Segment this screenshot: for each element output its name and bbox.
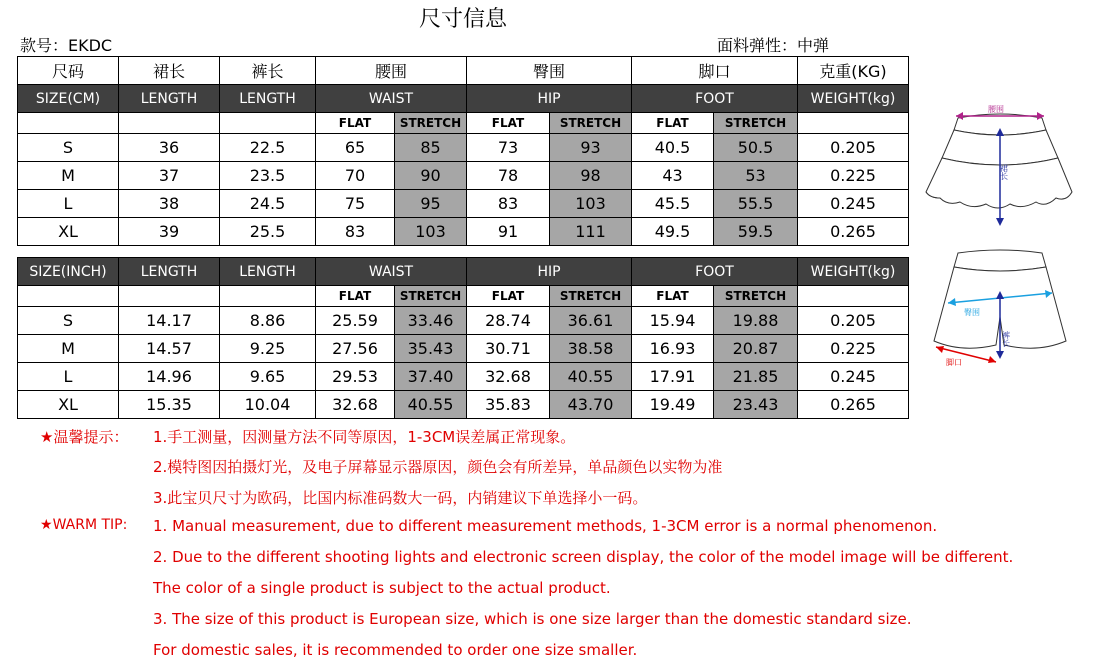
table-row: [18, 218, 909, 246]
table-cell: 43.70: [550, 391, 632, 419]
tips-en-label: ★WARM TIP:: [40, 517, 128, 533]
table-cell: 23.43: [714, 391, 798, 419]
sub-header-stretch: STRETCH: [714, 286, 798, 307]
table-cell: 98: [550, 162, 632, 190]
table-cell: 91: [467, 218, 550, 246]
table-cell: 39: [119, 218, 220, 246]
size-table-cm: [17, 56, 909, 246]
table-cell: 20.87: [714, 335, 798, 363]
tips-cn-label: ★温馨提示：: [40, 428, 129, 446]
table-row: [18, 134, 909, 162]
header-hip-cn: 臀围: [467, 57, 632, 85]
size-table-inch: [17, 257, 909, 419]
tip-en-line-2: 2. Due to the different shooting lights and electronic screen display, the color of the model image will be different.: [153, 548, 1014, 566]
tip-en-line-3: 3. The size of this product is European size, which is one size larger than the domestic standard size.: [153, 610, 912, 628]
table-cell: 25.5: [220, 218, 316, 246]
table-cell: 28.74: [467, 307, 550, 335]
table-cell: 70: [316, 162, 395, 190]
table-cell: 30.71: [467, 335, 550, 363]
header-waist: WAIST: [316, 258, 467, 286]
header-size: SIZE(CM): [18, 85, 119, 113]
table-cell: 9.65: [220, 363, 316, 391]
en-header-row: [18, 258, 909, 286]
table-cell: 14.57: [119, 335, 220, 363]
tip-cn-line-2: 2.模特图因拍摄灯光，及电子屏幕显示器原因，颜色会有所差异，单品颜色以实物为准: [153, 458, 723, 476]
table-cell: 78: [467, 162, 550, 190]
sub-header-stretch: STRETCH: [550, 286, 632, 307]
sub-header-stretch: STRETCH: [550, 113, 632, 134]
header-waist-cn: 腰围: [316, 57, 467, 85]
size-cell: M: [18, 162, 119, 190]
header-length: LENGTH: [220, 85, 316, 113]
header-weight: WEIGHT(kg): [798, 85, 909, 113]
table-row: [18, 363, 909, 391]
table-cell: 33.46: [395, 307, 467, 335]
header-size: SIZE(INCH): [18, 258, 119, 286]
tip-en-line-1: 1. Manual measurement, due to different measurement methods, 1-3CM error is a normal phenomenon.: [153, 517, 938, 535]
table-cell: 59.5: [714, 218, 798, 246]
table-cell: 65: [316, 134, 395, 162]
sub-header-flat: FLAT: [467, 113, 550, 134]
tip-cn-line-3: 3.此宝贝尺寸为欧码，比国内标准码数大一码，内销建议下单选择小一码。: [153, 489, 648, 507]
size-cell: XL: [18, 218, 119, 246]
size-cell: L: [18, 190, 119, 218]
table-cell: 22.5: [220, 134, 316, 162]
header-hip: HIP: [467, 258, 632, 286]
size-cell: L: [18, 363, 119, 391]
star-icon: ★: [40, 428, 54, 446]
table-row: [18, 162, 909, 190]
table-cell: 14.96: [119, 363, 220, 391]
cn-header-row: [18, 57, 909, 85]
table-row: [18, 307, 909, 335]
table-cell: 19.49: [632, 391, 714, 419]
table-cell: 0.245: [798, 190, 909, 218]
fabric-elasticity: 面料弹性：中弹: [717, 36, 830, 55]
sub-header-stretch: STRETCH: [395, 286, 467, 307]
header-waist: WAIST: [316, 85, 467, 113]
header-length: LENGTH: [119, 85, 220, 113]
diagram-skirt-length-label: 裙长: [999, 164, 1009, 180]
table-cell: 10.04: [220, 391, 316, 419]
table-cell: 0.245: [798, 363, 909, 391]
table-cell: 43: [632, 162, 714, 190]
sub-header-stretch: STRETCH: [714, 113, 798, 134]
header-foot-cn: 脚口: [632, 57, 798, 85]
table-cell: 21.85: [714, 363, 798, 391]
table-cell: 85: [395, 134, 467, 162]
page-title: 尺寸信息: [418, 7, 507, 32]
table-cell: 40.55: [395, 391, 467, 419]
tip-cn-line-1: 1.手工测量，因测量方法不同等原因，1-3CM误差属正常现象。: [153, 428, 576, 446]
size-cell: S: [18, 134, 119, 162]
table-cell: 55.5: [714, 190, 798, 218]
table-cell: 53: [714, 162, 798, 190]
table-row: [18, 190, 909, 218]
table-cell: 40.55: [550, 363, 632, 391]
star-icon: ★: [40, 517, 53, 533]
table-cell: 36: [119, 134, 220, 162]
table-cell: 0.205: [798, 134, 909, 162]
header-skirt-length-cn: 裙长: [119, 57, 220, 85]
size-cell: M: [18, 335, 119, 363]
header-weight-cn: 克重(KG): [798, 57, 909, 85]
table-cell: 49.5: [632, 218, 714, 246]
table-cell: 75: [316, 190, 395, 218]
table-cell: 37: [119, 162, 220, 190]
sub-header-stretch: STRETCH: [395, 113, 467, 134]
table-cell: 29.53: [316, 363, 395, 391]
table-cell: 83: [467, 190, 550, 218]
table-cell: 0.225: [798, 162, 909, 190]
sub-header-row: [18, 286, 909, 307]
table-cell: 103: [550, 190, 632, 218]
skirt-diagram: [918, 100, 1083, 235]
diagram-waist-label: 腰围: [988, 105, 1004, 114]
table-cell: 24.5: [220, 190, 316, 218]
table-cell: 9.25: [220, 335, 316, 363]
table-row: [18, 391, 909, 419]
header-length: LENGTH: [119, 258, 220, 286]
header-weight: WEIGHT(kg): [798, 258, 909, 286]
table-cell: 32.68: [467, 363, 550, 391]
sub-header-flat: FLAT: [316, 113, 395, 134]
sub-header-flat: FLAT: [632, 286, 714, 307]
table-cell: 0.205: [798, 307, 909, 335]
table-cell: 0.265: [798, 218, 909, 246]
diagram-pants-length-label: 裤长: [1001, 331, 1011, 347]
diagram-foot-label: 脚口: [946, 358, 962, 367]
table-cell: 15.35: [119, 391, 220, 419]
header-hip: HIP: [467, 85, 632, 113]
header-size-cn: 尺码: [18, 57, 119, 85]
sub-header-flat: FLAT: [632, 113, 714, 134]
table-cell: 19.88: [714, 307, 798, 335]
table-cell: 0.265: [798, 391, 909, 419]
tip-en-line-3b: For domestic sales, it is recommended to order one size smaller.: [153, 641, 638, 659]
tip-en-line-2b: The color of a single product is subject to the actual product.: [153, 579, 611, 597]
table-cell: 38.58: [550, 335, 632, 363]
table-cell: 23.5: [220, 162, 316, 190]
diagram-hip-label: 臀围: [964, 308, 980, 317]
table-cell: 32.68: [316, 391, 395, 419]
en-header-row: [18, 85, 909, 113]
sub-header-row: [18, 113, 909, 134]
size-cell: XL: [18, 391, 119, 419]
table-cell: 38: [119, 190, 220, 218]
sub-header-flat: FLAT: [316, 286, 395, 307]
table-cell: 14.17: [119, 307, 220, 335]
header-pants-length-cn: 裤长: [220, 57, 316, 85]
shorts-diagram: [918, 245, 1083, 370]
table-cell: 83: [316, 218, 395, 246]
table-cell: 27.56: [316, 335, 395, 363]
sub-header-flat: FLAT: [467, 286, 550, 307]
table-cell: 25.59: [316, 307, 395, 335]
inch-table-body: [18, 307, 909, 419]
table-cell: 90: [395, 162, 467, 190]
table-cell: 50.5: [714, 134, 798, 162]
header-foot: FOOT: [632, 258, 798, 286]
table-cell: 0.225: [798, 335, 909, 363]
table-cell: 17.91: [632, 363, 714, 391]
table-cell: 103: [395, 218, 467, 246]
table-cell: 40.5: [632, 134, 714, 162]
table-cell: 45.5: [632, 190, 714, 218]
table-row: [18, 335, 909, 363]
style-number: 款号：EKDC: [20, 36, 113, 55]
table-cell: 93: [550, 134, 632, 162]
table-cell: 35.43: [395, 335, 467, 363]
table-cell: 37.40: [395, 363, 467, 391]
header-length: LENGTH: [220, 258, 316, 286]
table-cell: 16.93: [632, 335, 714, 363]
table-cell: 8.86: [220, 307, 316, 335]
table-cell: 35.83: [467, 391, 550, 419]
table-cell: 15.94: [632, 307, 714, 335]
table-cell: 95: [395, 190, 467, 218]
header-foot: FOOT: [632, 85, 798, 113]
size-cell: S: [18, 307, 119, 335]
table-cell: 36.61: [550, 307, 632, 335]
cm-table-body: [18, 134, 909, 246]
table-cell: 111: [550, 218, 632, 246]
table-cell: 73: [467, 134, 550, 162]
